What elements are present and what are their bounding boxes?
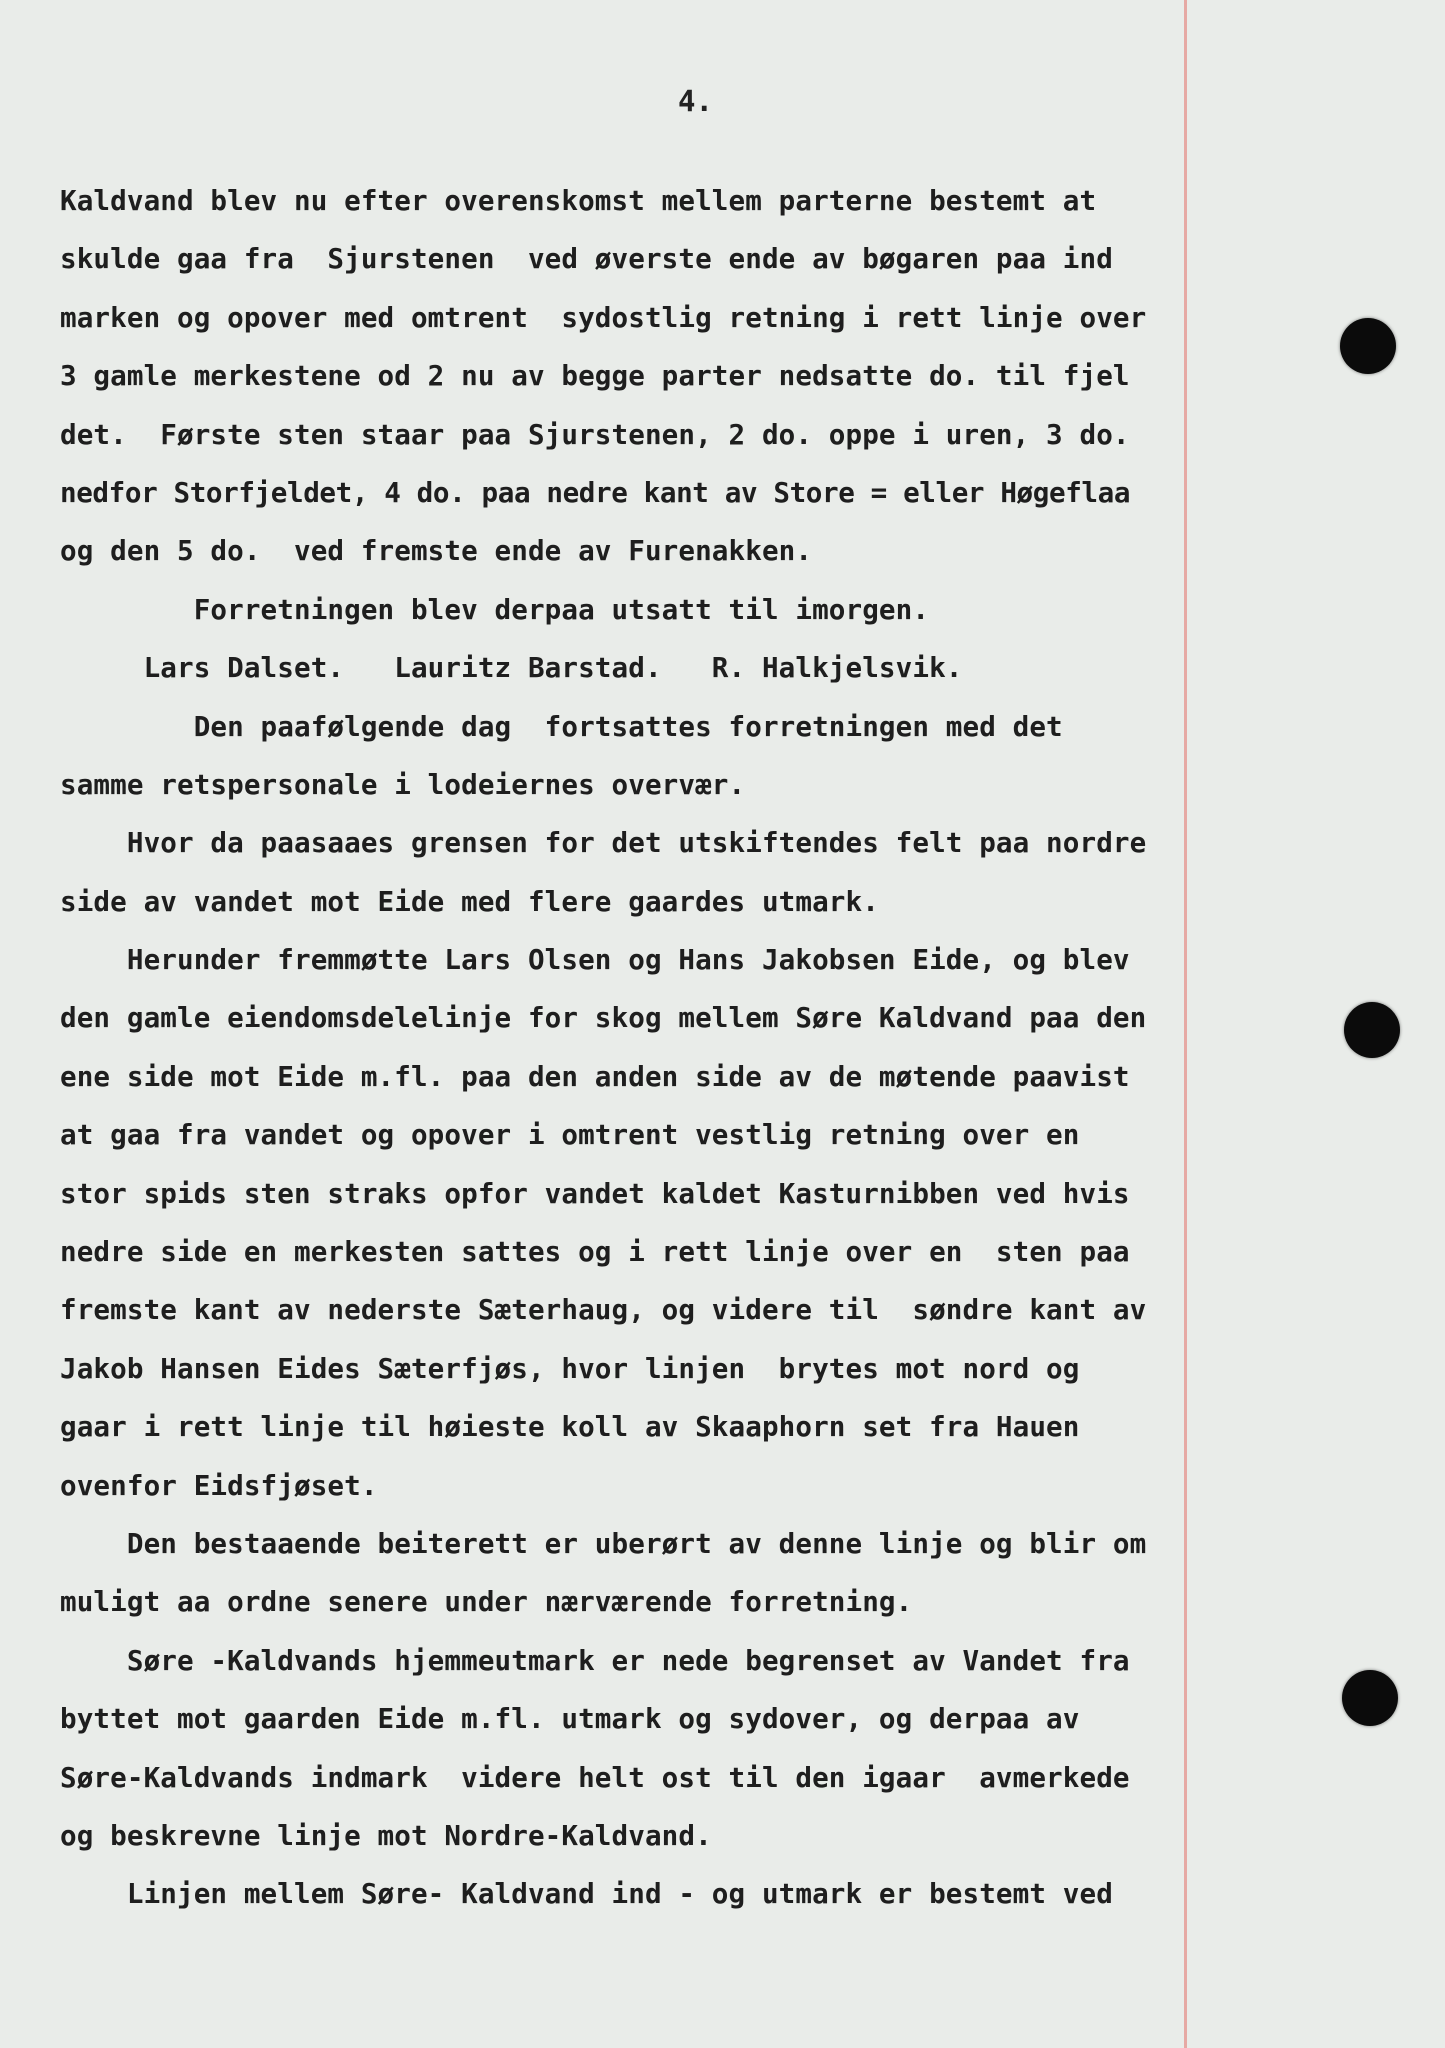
text-line: marken og opover med omtrent sydostlig retning i rett linje over [60, 300, 1147, 334]
text-line: stor spids sten straks opfor vandet kaldet Kasturnibben ved hvis [60, 1176, 1130, 1210]
text-line: skulde gaa fra Sjurstenen ved øverste ende av bøgaren paa ind [60, 242, 1113, 276]
text-line: at gaa fra vandet og opover i omtrent vestlig retning over en [60, 1118, 1080, 1152]
text-line: ene side mot Eide m.fl. paa den anden side av de møtende paavist [60, 1059, 1130, 1093]
text-line: og den 5 do. ved fremste ende av Furenakken. [60, 534, 813, 568]
signature-line: Lars Dalset. Lauritz Barstad. R. Halkjelsvik. [60, 651, 963, 685]
text-line: Jakob Hansen Eides Sæterfjøs, hvor linjen brytes mot nord og [60, 1351, 1080, 1385]
text-line: fremste kant av nederste Sæterhaug, og videre til søndre kant av [60, 1293, 1147, 1327]
binder-hole [1340, 318, 1396, 374]
margin-rule [1184, 0, 1187, 2048]
text-line: ovenfor Eidsfjøset. [60, 1468, 378, 1502]
text-line: den gamle eiendomsdelelinje for skog mellem Søre Kaldvand paa den [60, 1001, 1147, 1035]
text-line: Den paafølgende dag fortsattes forretningen med det [60, 709, 1063, 743]
text-line: nedfor Storfjeldet, 4 do. paa nedre kant av Store = eller Høgeflaa [60, 475, 1131, 509]
text-line: Hvor da paasaaes grensen for det utskiftendes felt paa nordre [60, 826, 1147, 860]
document-body [60, 172, 1180, 1924]
text-line: byttet mot gaarden Eide m.fl. utmark og sydover, og derpaa av [60, 1702, 1080, 1736]
text-line: Den bestaaende beiterett er uberørt av denne linje og blir om [60, 1526, 1147, 1560]
binder-hole [1344, 1002, 1400, 1058]
text-line: 3 gamle merkestene od 2 nu av begge parter nedsatte do. til fjel [60, 359, 1130, 393]
text-line: Linjen mellem Søre- Kaldvand ind - og utmark er bestemt ved [60, 1877, 1113, 1911]
binder-hole [1342, 1670, 1398, 1726]
text-line: samme retspersonale i lodeiernes overvær. [60, 767, 746, 801]
text-line: nedre side en merkesten sattes og i rett linje over en sten paa [60, 1235, 1130, 1269]
text-line: side av vandet mot Eide med flere gaardes utmark. [60, 884, 879, 918]
text-line: Søre -Kaldvands hjemmeutmark er nede begrenset av Vandet fra [60, 1643, 1130, 1677]
text-line: Søre-Kaldvands indmark videre helt ost til den igaar avmerkede [60, 1760, 1130, 1794]
text-line: og beskrevne linje mot Nordre-Kaldvand. [60, 1818, 712, 1852]
text-line: Kaldvand blev nu efter overenskomst mellem parterne bestemt at [60, 184, 1097, 217]
text-line: Herunder fremmøtte Lars Olsen og Hans Jakobsen Eide, og blev [60, 943, 1130, 977]
text-line: gaar i rett linje til høieste koll av Skaaphorn set fra Hauen [60, 1410, 1080, 1444]
text-line: muligt aa ordne senere under nærværende forretning. [60, 1585, 913, 1619]
text-line: det. Første sten staar paa Sjurstenen, 2 do. oppe i uren, 3 do. [60, 417, 1130, 451]
page-number: 4. [678, 84, 713, 118]
text-line: Forretningen blev derpaa utsatt til imorgen. [60, 592, 930, 626]
